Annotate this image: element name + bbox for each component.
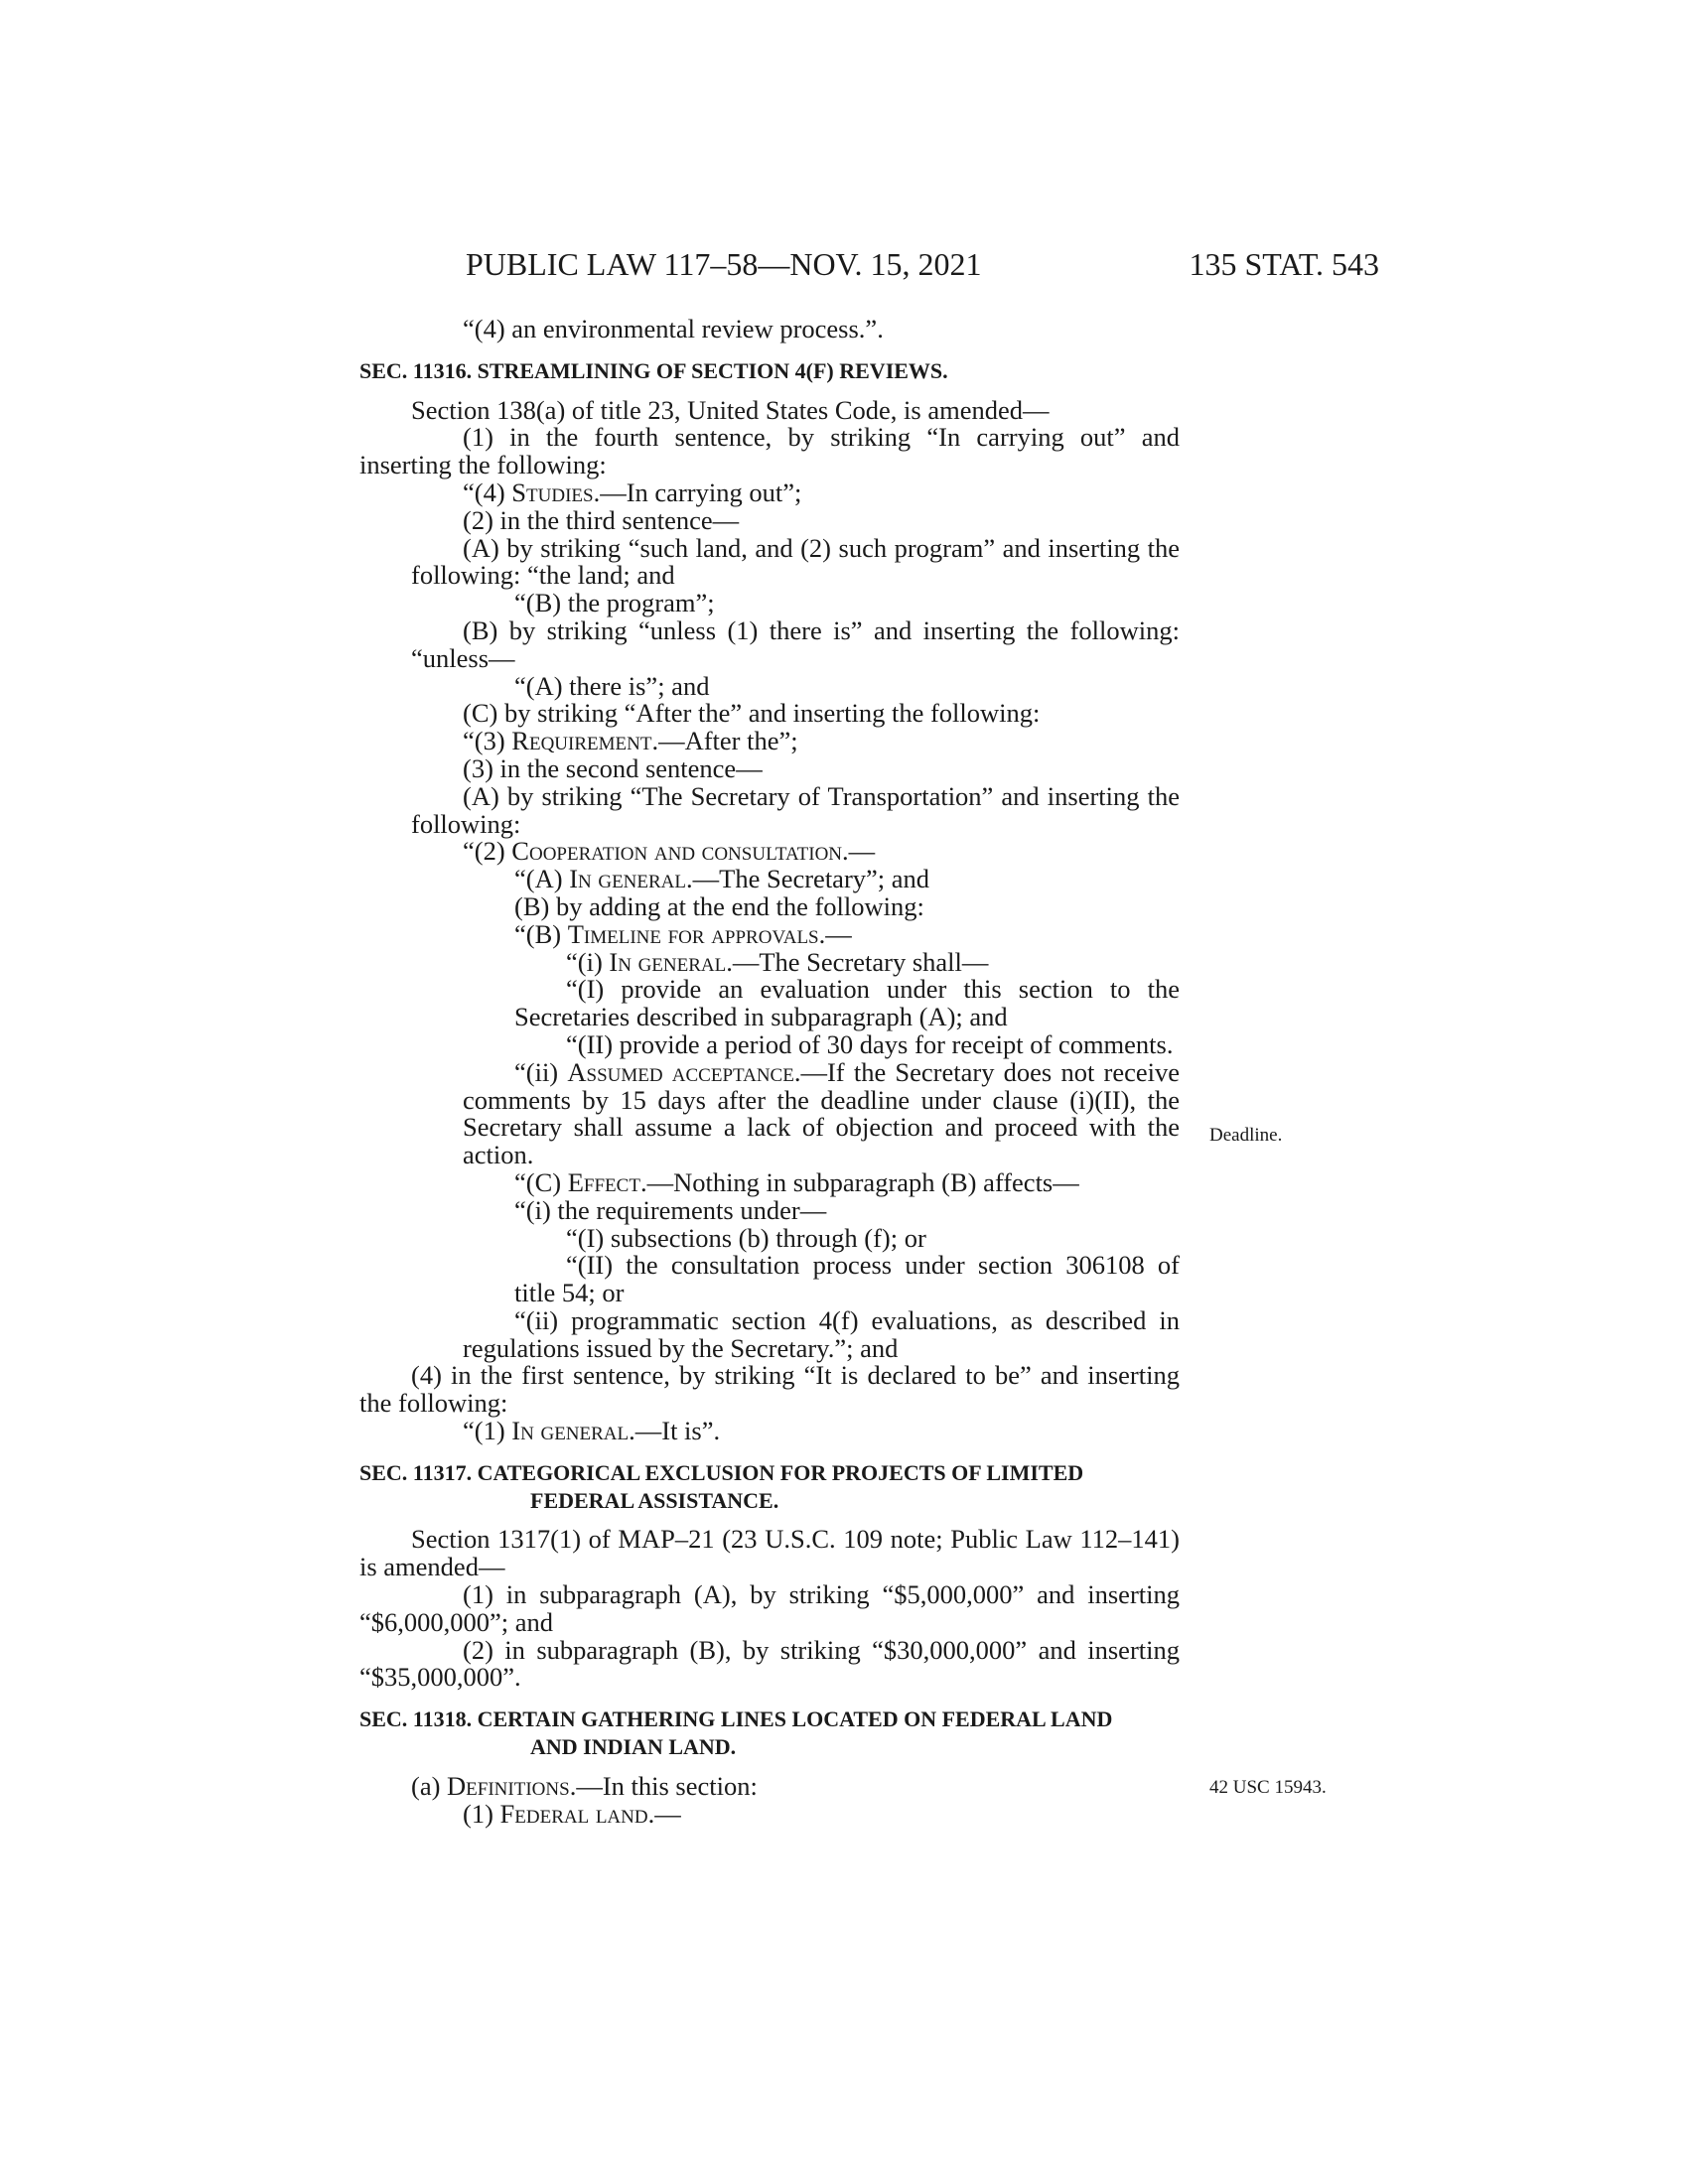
page-header xyxy=(466,246,1379,296)
paragraph-2: (2) in subparagraph (B), by striking “$30,000,000” and inserting “$35,000,000”. xyxy=(359,1634,1180,1693)
margin-note-usc-ref: 42 USC 15943. xyxy=(1209,1777,1327,1798)
inserted-heading: “(1) In general.—It is”. xyxy=(463,1416,721,1446)
section-heading-11316: SEC. 11316. STREAMLINING OF SECTION 4(F) REVIEWS. xyxy=(359,357,948,383)
inserted-heading: “(B) Timeline for approvals.— xyxy=(514,918,852,949)
inserted-clause: “(i) the requirements under— xyxy=(514,1194,827,1225)
paragraph-1: (1) in subparagraph (A), by striking “$5,000,000” and inserting “$6,000,000”; and xyxy=(359,1579,1180,1637)
inserted-text: “(A) there is”; and xyxy=(514,670,710,701)
paragraph-intro: Section 1317(1) of MAP–21 (23 U.S.C. 109 note; Public Law 112–141) is amended— xyxy=(359,1524,1180,1582)
paragraph-4: (4) in the first sentence, by striking “It is declared to be” and inserting the following: xyxy=(359,1360,1180,1419)
subparagraph-b: (B) by striking “unless (1) there is” and inserting the following: “unless— xyxy=(411,614,1180,673)
inserted-clause: “(ii) Assumed acceptance.—If the Secretary does not receive comments by 15 days after the deadline under clause (i)(II), the Secretary shall assume a lack of objection and proceed with the action. xyxy=(463,1056,1181,1170)
paragraph-1: (1) Federal land.— xyxy=(463,1798,681,1829)
stat-page-number: 135 STAT. 543 xyxy=(1189,246,1379,282)
inserted-subclause: “(II) the consultation process under section 306108 of title 54; or xyxy=(514,1250,1180,1308)
inserted-clause: “(i) In general.—The Secretary shall— xyxy=(566,946,989,977)
subparagraph-a: (A) by striking “such land, and (2) such program” and inserting the following: “the land; and xyxy=(411,532,1180,591)
inserted-heading: “(3) Requirement.—After the”; xyxy=(463,726,798,756)
margin-note-deadline: Deadline. xyxy=(1209,1125,1283,1146)
inserted-heading: “(2) Cooperation and consultation.— xyxy=(463,836,876,867)
inserted-heading: “(A) In general.—The Secretary”; and xyxy=(514,864,930,894)
inserted-subclause: “(I) subsections (b) through (f); or xyxy=(566,1222,926,1253)
inserted-subclause: “(I) provide an evaluation under this section to the Secretaries described in subparagraph (A); and xyxy=(514,974,1180,1032)
inserted-clause: “(ii) programmatic section 4(f) evaluations, as described in regulations issued by the Secretary.”; and xyxy=(463,1304,1180,1363)
inserted-heading: “(C) Effect.—Nothing in subparagraph (B) affects— xyxy=(514,1166,1079,1197)
document-body xyxy=(359,316,1180,1828)
section-heading-11318: SEC. 11318. CERTAIN GATHERING LINES LOCATED ON FEDERAL LAND AND INDIAN LAND. xyxy=(359,1706,1113,1760)
section-heading-11317: SEC. 11317. CATEGORICAL EXCLUSION FOR PROJECTS OF LIMITED FEDERAL ASSISTANCE. xyxy=(359,1459,1084,1513)
paragraph-3: (3) in the second sentence— xyxy=(463,752,763,783)
paragraph-1: (1) in the fourth sentence, by striking “In carrying out” and inserting the following: xyxy=(359,422,1180,480)
subsection-a: (a) Definitions.—In this section: xyxy=(411,1770,758,1801)
inserted-text: “(B) the program”; xyxy=(514,588,715,618)
text-line: “(4) an environmental review process.”. xyxy=(463,314,884,343)
inserted-subclause: “(II) provide a period of 30 days for receipt of comments. xyxy=(566,1028,1174,1059)
paragraph-intro: Section 138(a) of title 23, United States Code, is amended— xyxy=(411,394,1050,425)
subparagraph-b: (B) by adding at the end the following: xyxy=(514,890,924,921)
running-head-title: PUBLIC LAW 117–58—NOV. 15, 2021 xyxy=(466,246,982,282)
subparagraph-c: (C) by striking “After the” and inserting the following: xyxy=(463,698,1041,729)
inserted-heading: “(4) Studies.—In carrying out”; xyxy=(463,477,802,507)
subparagraph-a: (A) by striking “The Secretary of Transportation” and inserting the following: xyxy=(411,780,1180,839)
paragraph-2: (2) in the third sentence— xyxy=(463,504,740,535)
